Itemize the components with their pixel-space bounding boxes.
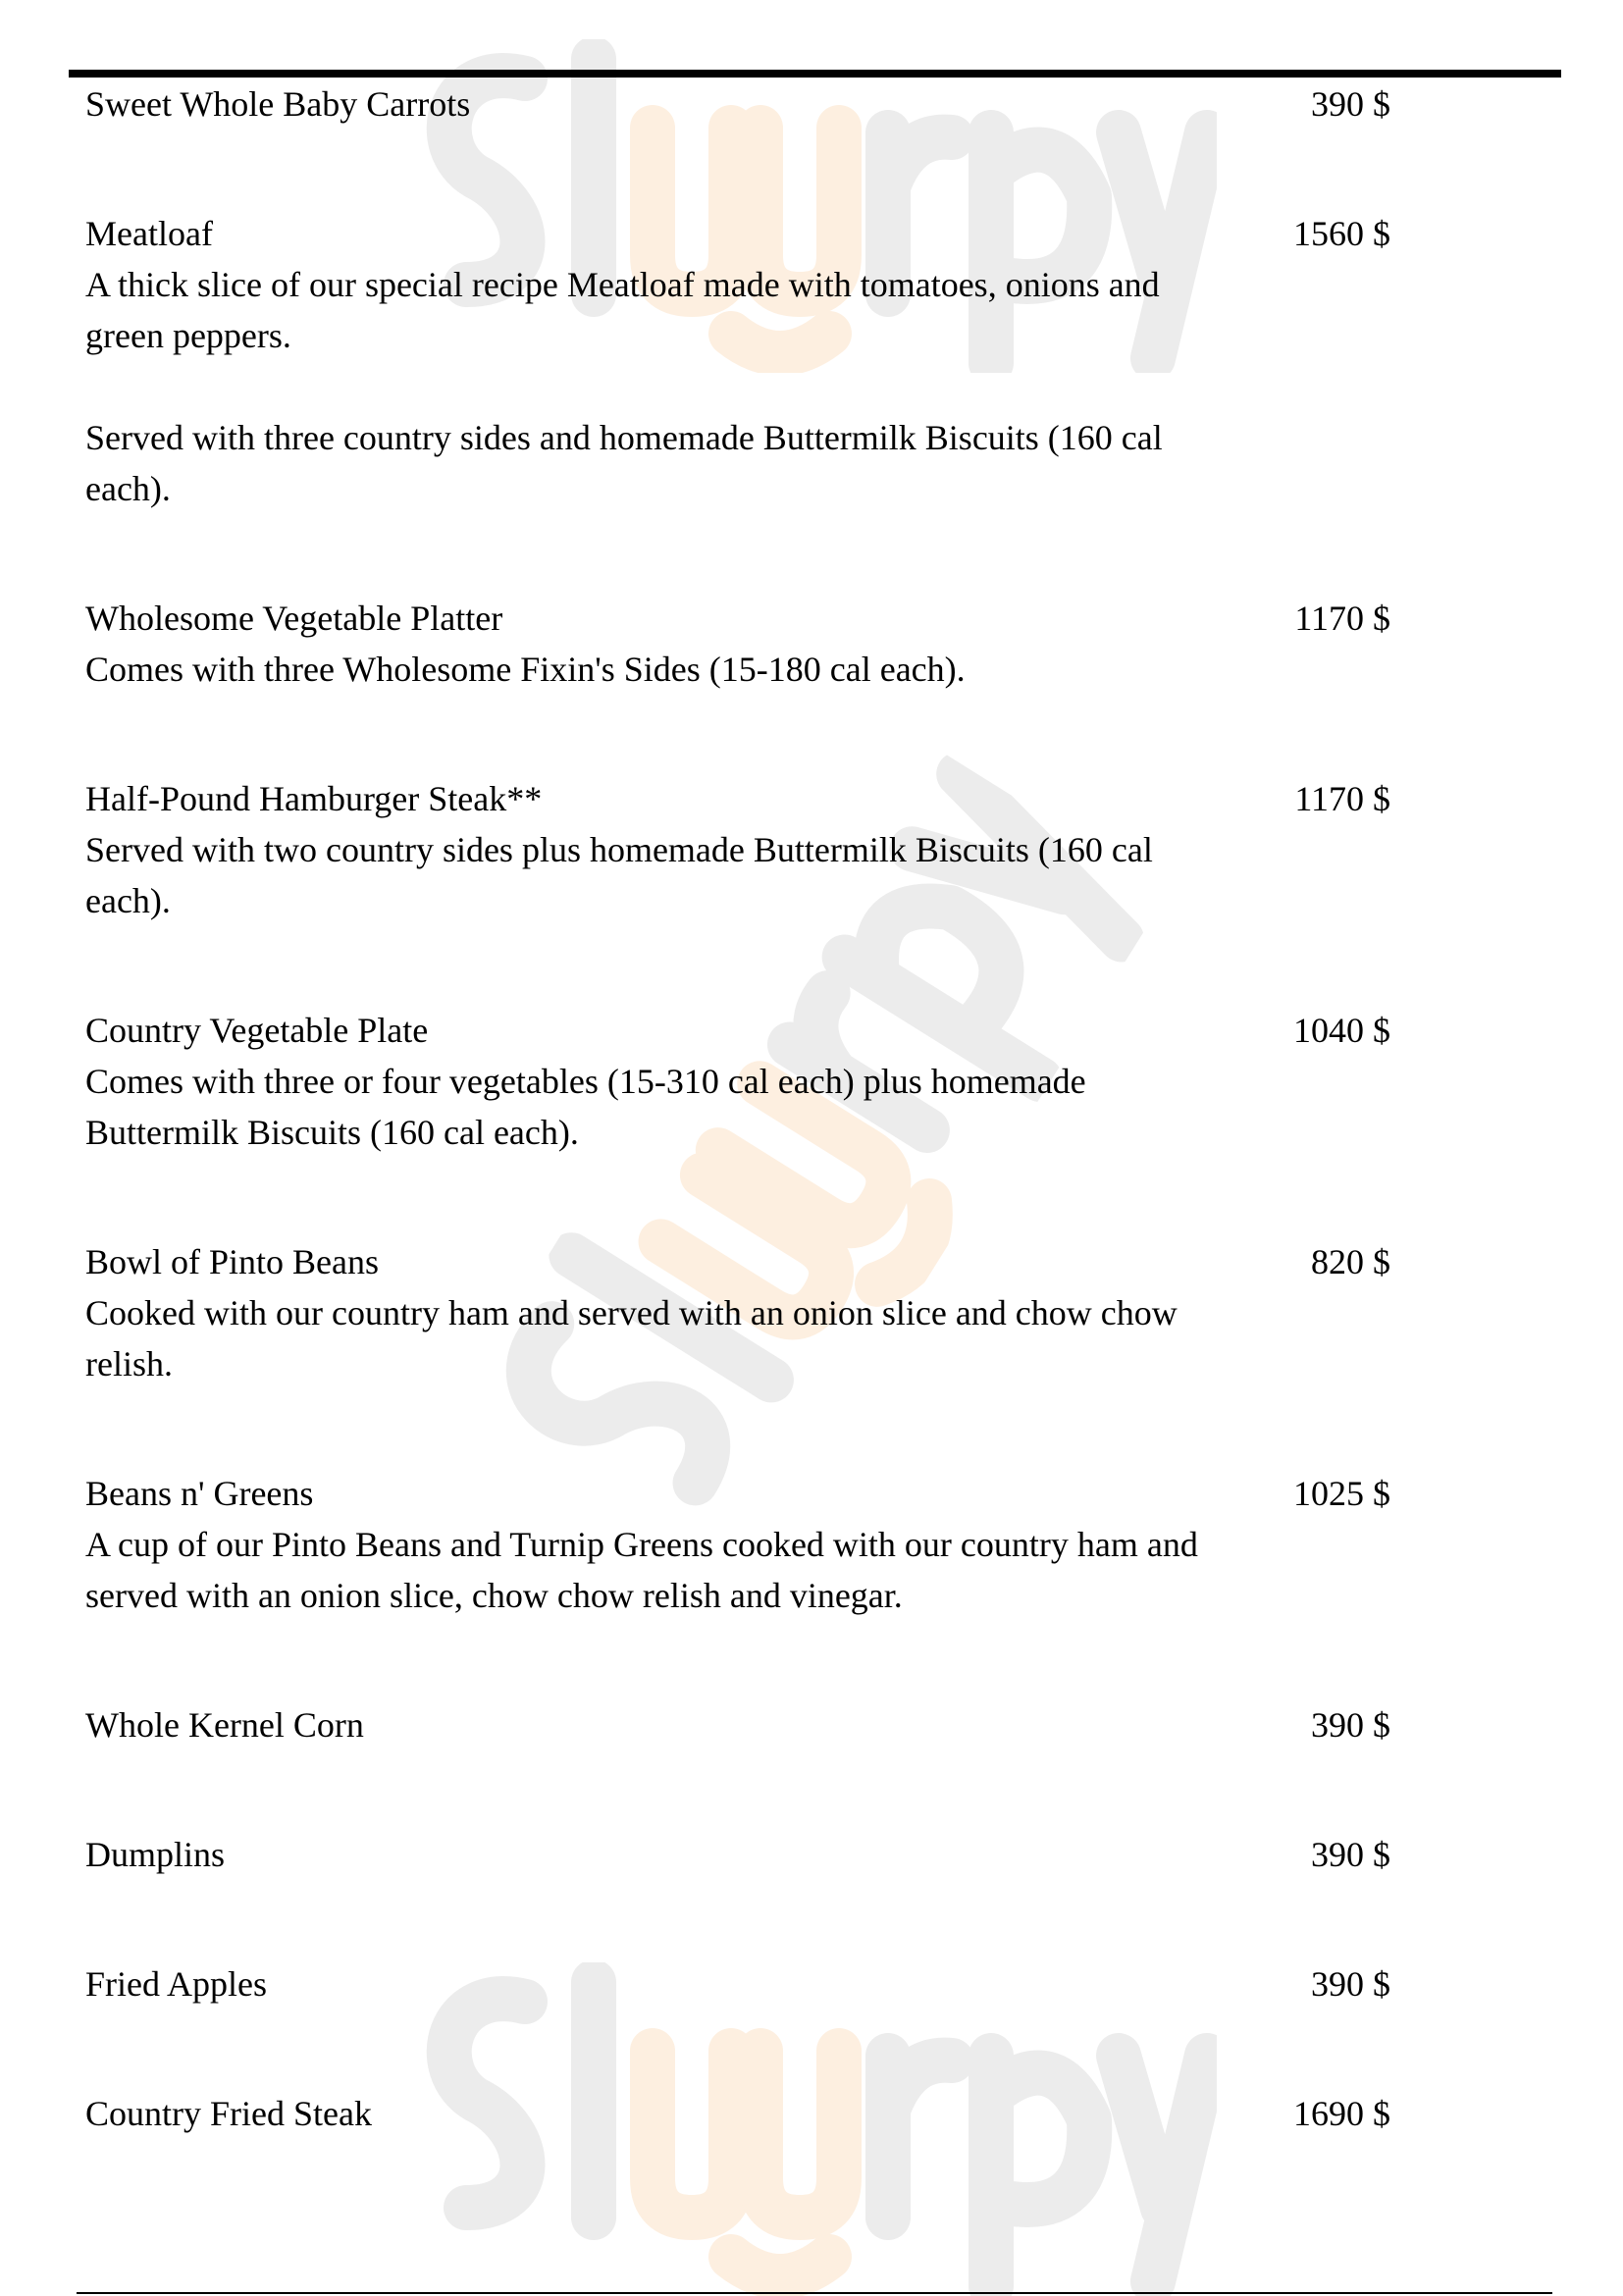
menu-item bbox=[85, 593, 1390, 695]
item-name: Meatloaf bbox=[85, 214, 213, 253]
item-name: Beans n' Greens bbox=[85, 1474, 314, 1513]
menu-item bbox=[85, 208, 1390, 514]
bottom-divider bbox=[77, 2292, 1552, 2294]
item-price: 1170 $ bbox=[1294, 599, 1390, 638]
item-description: Cooked with our country ham and served with an onion slice and chow chow relish. bbox=[85, 1293, 1178, 1383]
item-price: 390 $ bbox=[1311, 1835, 1390, 1874]
menu-item bbox=[85, 1005, 1390, 1158]
item-name: Half-Pound Hamburger Steak** bbox=[85, 779, 543, 818]
item-description: Served with two country sides plus homemade Buttermilk Biscuits (160 cal each). bbox=[85, 830, 1153, 920]
menu-item bbox=[85, 78, 1390, 130]
item-description: Served with three country sides and homemade Buttermilk Biscuits (160 cal each). bbox=[85, 418, 1163, 508]
item-name: Whole Kernel Corn bbox=[85, 1705, 364, 1745]
item-name: Wholesome Vegetable Platter bbox=[85, 599, 503, 638]
menu-item bbox=[85, 773, 1390, 926]
item-name: Fried Apples bbox=[85, 1964, 267, 2004]
menu-item bbox=[85, 1829, 1390, 1880]
item-price: 390 $ bbox=[1311, 84, 1390, 124]
spacer bbox=[85, 361, 1390, 412]
item-price: 390 $ bbox=[1311, 1964, 1390, 2004]
item-name: Country Fried Steak bbox=[85, 2094, 372, 2133]
item-description: A thick slice of our special recipe Meatloaf made with tomatoes, onions and green peppers. bbox=[85, 265, 1160, 355]
item-name: Country Vegetable Plate bbox=[85, 1011, 429, 1050]
item-description: A cup of our Pinto Beans and Turnip Greens cooked with our country ham and served with an onion slice, chow chow relish and vinegar. bbox=[85, 1525, 1198, 1615]
item-price: 1170 $ bbox=[1294, 779, 1390, 818]
item-price: 1040 $ bbox=[1293, 1011, 1390, 1050]
menu-list bbox=[85, 78, 1390, 2218]
item-price: 820 $ bbox=[1311, 1242, 1390, 1281]
item-price: 1025 $ bbox=[1293, 1474, 1390, 1513]
item-description: Comes with three Wholesome Fixin's Sides (15-180 cal each). bbox=[85, 650, 966, 689]
item-price: 390 $ bbox=[1311, 1705, 1390, 1745]
item-price: 1560 $ bbox=[1293, 214, 1390, 253]
top-divider bbox=[69, 70, 1561, 78]
menu-item bbox=[85, 1468, 1390, 1621]
menu-item bbox=[85, 2088, 1390, 2139]
item-name: Bowl of Pinto Beans bbox=[85, 1242, 380, 1281]
menu-item bbox=[85, 1699, 1390, 1750]
item-name: Dumplins bbox=[85, 1835, 226, 1874]
menu-item bbox=[85, 1958, 1390, 2009]
item-name: Sweet Whole Baby Carrots bbox=[85, 84, 471, 124]
menu-item bbox=[85, 1236, 1390, 1389]
item-price: 1690 $ bbox=[1293, 2094, 1390, 2133]
item-description: Comes with three or four vegetables (15-310 cal each) plus homemade Buttermilk Biscuits (160 cal each). bbox=[85, 1062, 1086, 1152]
